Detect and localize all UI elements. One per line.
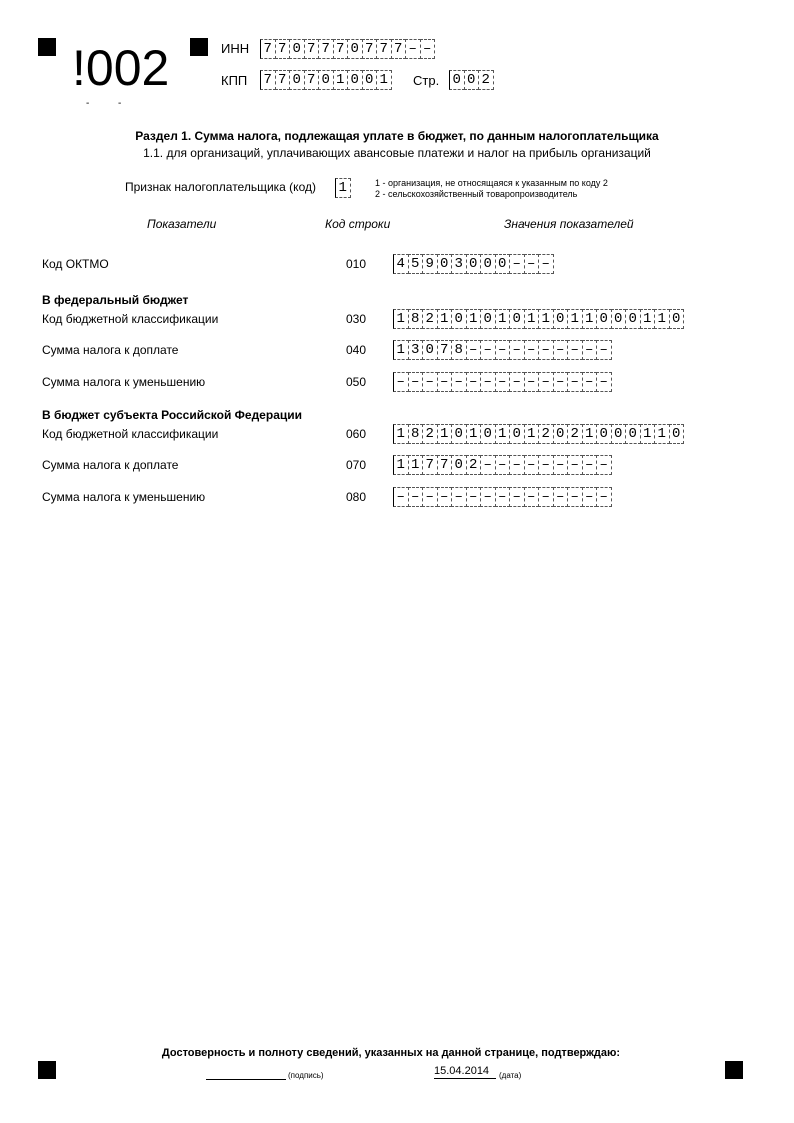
char-cell[interactable]: –: [582, 455, 598, 475]
char-cell[interactable]: 0: [480, 309, 496, 329]
confirmation-text: Достоверность и полноту сведений, указанных на данной странице, подтверждаю:: [161, 1047, 621, 1059]
char-cell[interactable]: –: [538, 340, 554, 360]
page-number-label: Стр.: [413, 73, 440, 88]
inn-field[interactable]: [260, 39, 435, 59]
corner-marker-bottom-right: [725, 1061, 743, 1079]
char-cell[interactable]: –: [408, 487, 424, 507]
char-cell[interactable]: 1: [582, 424, 598, 444]
char-cell[interactable]: 0: [509, 424, 525, 444]
char-cell[interactable]: 7: [437, 455, 453, 475]
char-cell[interactable]: –: [596, 372, 612, 392]
taxpayer-sign-note-1: 1 - организация, не относящаяся к указанным по коду 2: [375, 178, 608, 188]
char-cell[interactable]: 0: [451, 309, 467, 329]
corner-marker-top-left: [38, 38, 56, 56]
char-cell[interactable]: –: [553, 455, 569, 475]
reg-reduce-label: Сумма налога к уменьшению: [42, 490, 206, 504]
reg-reduce-field[interactable]: [393, 487, 612, 507]
char-cell[interactable]: 2: [478, 70, 494, 90]
oktmo-field[interactable]: [393, 254, 554, 274]
char-cell[interactable]: –: [480, 372, 496, 392]
char-cell[interactable]: 3: [408, 340, 424, 360]
char-cell[interactable]: –: [596, 487, 612, 507]
column-header-indicators: Показатели: [147, 217, 217, 231]
char-cell[interactable]: –: [567, 455, 583, 475]
char-cell[interactable]: –: [480, 487, 496, 507]
char-cell[interactable]: 7: [437, 340, 453, 360]
char-cell[interactable]: 7: [333, 39, 349, 59]
char-cell[interactable]: 2: [422, 424, 438, 444]
char-cell[interactable]: 7: [260, 39, 276, 59]
char-cell[interactable]: –: [524, 455, 540, 475]
federal-budget-heading: В федеральный бюджет: [42, 293, 189, 307]
char-cell[interactable]: –: [408, 372, 424, 392]
kpp-field[interactable]: [260, 70, 392, 90]
char-cell[interactable]: –: [596, 455, 612, 475]
reg-pay-line-code: 070: [346, 458, 367, 472]
char-cell[interactable]: 0: [553, 309, 569, 329]
char-cell[interactable]: 7: [275, 39, 291, 59]
char-cell[interactable]: 1: [393, 309, 409, 329]
char-cell[interactable]: –: [567, 372, 583, 392]
char-cell[interactable]: –: [393, 372, 409, 392]
char-cell[interactable]: 5: [408, 254, 424, 274]
char-cell[interactable]: 2: [466, 455, 482, 475]
section-title: Раздел 1. Сумма налога, подлежащая уплате в бюджет, по данным налогоплательщика: [135, 129, 659, 143]
subsection-title: 1.1. для организаций, уплачивающих авансовые платежи и налог на прибыль организаций: [143, 146, 651, 160]
date-label: (дата): [499, 1071, 522, 1080]
char-cell[interactable]: 0: [464, 70, 480, 90]
char-cell[interactable]: 1: [640, 424, 656, 444]
char-cell[interactable]: –: [509, 340, 525, 360]
char-cell[interactable]: 1: [393, 424, 409, 444]
char-cell[interactable]: 1: [335, 178, 351, 198]
char-cell[interactable]: 0: [509, 309, 525, 329]
char-cell[interactable]: 7: [391, 39, 407, 59]
char-cell[interactable]: –: [420, 39, 436, 59]
char-cell[interactable]: 9: [422, 254, 438, 274]
taxpayer-sign-field[interactable]: [335, 178, 351, 198]
char-cell[interactable]: 8: [451, 340, 467, 360]
char-cell[interactable]: 1: [524, 424, 540, 444]
kpp-label: КПП: [221, 73, 248, 88]
char-cell[interactable]: 0: [347, 70, 363, 90]
char-cell[interactable]: 0: [466, 254, 482, 274]
char-cell[interactable]: –: [509, 455, 525, 475]
char-cell[interactable]: 1: [333, 70, 349, 90]
char-cell[interactable]: 0: [422, 340, 438, 360]
char-cell[interactable]: –: [524, 487, 540, 507]
fed-pay-line-code: 040: [346, 343, 367, 357]
char-cell[interactable]: –: [582, 372, 598, 392]
char-cell[interactable]: –: [582, 487, 598, 507]
char-cell[interactable]: 0: [289, 70, 305, 90]
char-cell[interactable]: 1: [376, 70, 392, 90]
char-cell[interactable]: 1: [582, 309, 598, 329]
char-cell[interactable]: 1: [466, 309, 482, 329]
char-cell[interactable]: –: [495, 455, 511, 475]
char-cell[interactable]: –: [495, 372, 511, 392]
char-cell[interactable]: 7: [318, 39, 334, 59]
char-cell[interactable]: 0: [451, 424, 467, 444]
fed-reduce-label: Сумма налога к уменьшению: [42, 375, 206, 389]
barcode-ticks: -: [86, 98, 90, 109]
taxpayer-sign-note-2: 2 - сельскохозяйственный товаропроизводитель: [375, 189, 578, 199]
regional-budget-heading: В бюджет субъекта Российской Федерации: [42, 408, 302, 422]
char-cell[interactable]: 0: [611, 424, 627, 444]
char-cell[interactable]: –: [596, 340, 612, 360]
char-cell[interactable]: 2: [422, 309, 438, 329]
reg-kbk-field[interactable]: [393, 424, 684, 444]
signature-label: (подпись): [288, 1071, 324, 1080]
char-cell[interactable]: –: [422, 372, 438, 392]
char-cell[interactable]: –: [393, 487, 409, 507]
char-cell[interactable]: 0: [495, 254, 511, 274]
char-cell[interactable]: –: [480, 340, 496, 360]
char-cell[interactable]: 0: [362, 70, 378, 90]
char-cell[interactable]: 7: [422, 455, 438, 475]
column-header-line-code: Код строки: [325, 217, 391, 231]
char-cell[interactable]: –: [553, 487, 569, 507]
char-cell[interactable]: –: [437, 487, 453, 507]
char-cell[interactable]: –: [567, 487, 583, 507]
char-cell[interactable]: 0: [449, 70, 465, 90]
char-cell[interactable]: 0: [437, 254, 453, 274]
fed-kbk-field[interactable]: [393, 309, 684, 329]
char-cell[interactable]: 1: [408, 455, 424, 475]
char-cell[interactable]: 7: [362, 39, 378, 59]
fed-reduce-field[interactable]: [393, 372, 612, 392]
char-cell[interactable]: –: [495, 340, 511, 360]
reg-kbk-line-code: 060: [346, 427, 367, 441]
barcode-ticks: -: [118, 98, 122, 109]
char-cell[interactable]: –: [524, 254, 540, 274]
char-cell[interactable]: 3: [451, 254, 467, 274]
char-cell[interactable]: –: [582, 340, 598, 360]
char-cell[interactable]: 2: [538, 424, 554, 444]
char-cell[interactable]: 0: [318, 70, 334, 90]
char-cell[interactable]: 1: [495, 424, 511, 444]
char-cell[interactable]: 1: [654, 424, 670, 444]
char-cell[interactable]: 1: [466, 424, 482, 444]
char-cell[interactable]: 7: [304, 70, 320, 90]
char-cell[interactable]: –: [567, 340, 583, 360]
date-field[interactable]: 15.04.2014: [434, 1064, 496, 1079]
corner-marker-bottom-left: [38, 1061, 56, 1079]
char-cell[interactable]: –: [405, 39, 421, 59]
char-cell[interactable]: 1: [437, 424, 453, 444]
char-cell[interactable]: 0: [596, 424, 612, 444]
fed-pay-label: Сумма налога к доплате: [42, 343, 179, 357]
fed-kbk-label: Код бюджетной классификации: [42, 312, 219, 326]
char-cell[interactable]: 0: [347, 39, 363, 59]
inn-label: ИНН: [221, 41, 250, 56]
reg-pay-label: Сумма налога к доплате: [42, 458, 179, 472]
oktmo-line-code: 010: [346, 257, 367, 271]
column-header-values: Значения показателей: [504, 217, 634, 231]
char-cell[interactable]: 1: [393, 340, 409, 360]
char-cell[interactable]: 1: [393, 455, 409, 475]
char-cell[interactable]: 8: [408, 424, 424, 444]
char-cell[interactable]: 7: [376, 39, 392, 59]
char-cell[interactable]: 7: [275, 70, 291, 90]
char-cell[interactable]: 1: [524, 309, 540, 329]
reg-pay-field[interactable]: [393, 455, 612, 475]
char-cell[interactable]: –: [437, 372, 453, 392]
char-cell[interactable]: 1: [567, 309, 583, 329]
char-cell[interactable]: 0: [480, 254, 496, 274]
reg-reduce-line-code: 080: [346, 490, 367, 504]
char-cell[interactable]: 0: [625, 424, 641, 444]
fed-pay-field[interactable]: [393, 340, 612, 360]
char-cell[interactable]: –: [422, 487, 438, 507]
char-cell[interactable]: –: [480, 455, 496, 475]
char-cell[interactable]: –: [509, 372, 525, 392]
char-cell[interactable]: 0: [480, 424, 496, 444]
char-cell[interactable]: 0: [451, 455, 467, 475]
corner-marker-top-right: [190, 38, 208, 56]
char-cell[interactable]: –: [524, 372, 540, 392]
char-cell[interactable]: –: [466, 372, 482, 392]
char-cell[interactable]: 0: [669, 424, 685, 444]
char-cell[interactable]: 0: [553, 424, 569, 444]
char-cell[interactable]: 7: [260, 70, 276, 90]
char-cell[interactable]: –: [495, 487, 511, 507]
char-cell[interactable]: 0: [289, 39, 305, 59]
char-cell[interactable]: 1: [437, 309, 453, 329]
char-cell[interactable]: 7: [304, 39, 320, 59]
char-cell[interactable]: 1: [538, 309, 554, 329]
oktmo-label: Код ОКТМО: [42, 257, 109, 271]
char-cell[interactable]: –: [538, 254, 554, 274]
char-cell[interactable]: 0: [625, 309, 641, 329]
char-cell[interactable]: –: [509, 487, 525, 507]
taxpayer-sign-label: Признак налогоплательщика (код): [125, 180, 316, 194]
char-cell[interactable]: –: [466, 487, 482, 507]
char-cell[interactable]: –: [509, 254, 525, 274]
char-cell[interactable]: –: [451, 487, 467, 507]
char-cell[interactable]: 0: [611, 309, 627, 329]
char-cell[interactable]: –: [538, 487, 554, 507]
page-barcode-code: !002: [72, 40, 170, 96]
char-cell[interactable]: –: [466, 340, 482, 360]
char-cell[interactable]: 2: [567, 424, 583, 444]
char-cell[interactable]: 8: [408, 309, 424, 329]
char-cell[interactable]: –: [538, 372, 554, 392]
char-cell[interactable]: 0: [669, 309, 685, 329]
char-cell[interactable]: 0: [596, 309, 612, 329]
signature-line[interactable]: [206, 1065, 286, 1080]
reg-kbk-label: Код бюджетной классификации: [42, 427, 219, 441]
page-number-field[interactable]: [449, 70, 494, 90]
char-cell[interactable]: –: [553, 372, 569, 392]
char-cell[interactable]: –: [553, 340, 569, 360]
fed-kbk-line-code: 030: [346, 312, 367, 326]
char-cell[interactable]: –: [451, 372, 467, 392]
char-cell[interactable]: –: [524, 340, 540, 360]
fed-reduce-line-code: 050: [346, 375, 367, 389]
char-cell[interactable]: 1: [495, 309, 511, 329]
char-cell[interactable]: 1: [654, 309, 670, 329]
char-cell[interactable]: 1: [640, 309, 656, 329]
char-cell[interactable]: –: [538, 455, 554, 475]
char-cell[interactable]: 4: [393, 254, 409, 274]
